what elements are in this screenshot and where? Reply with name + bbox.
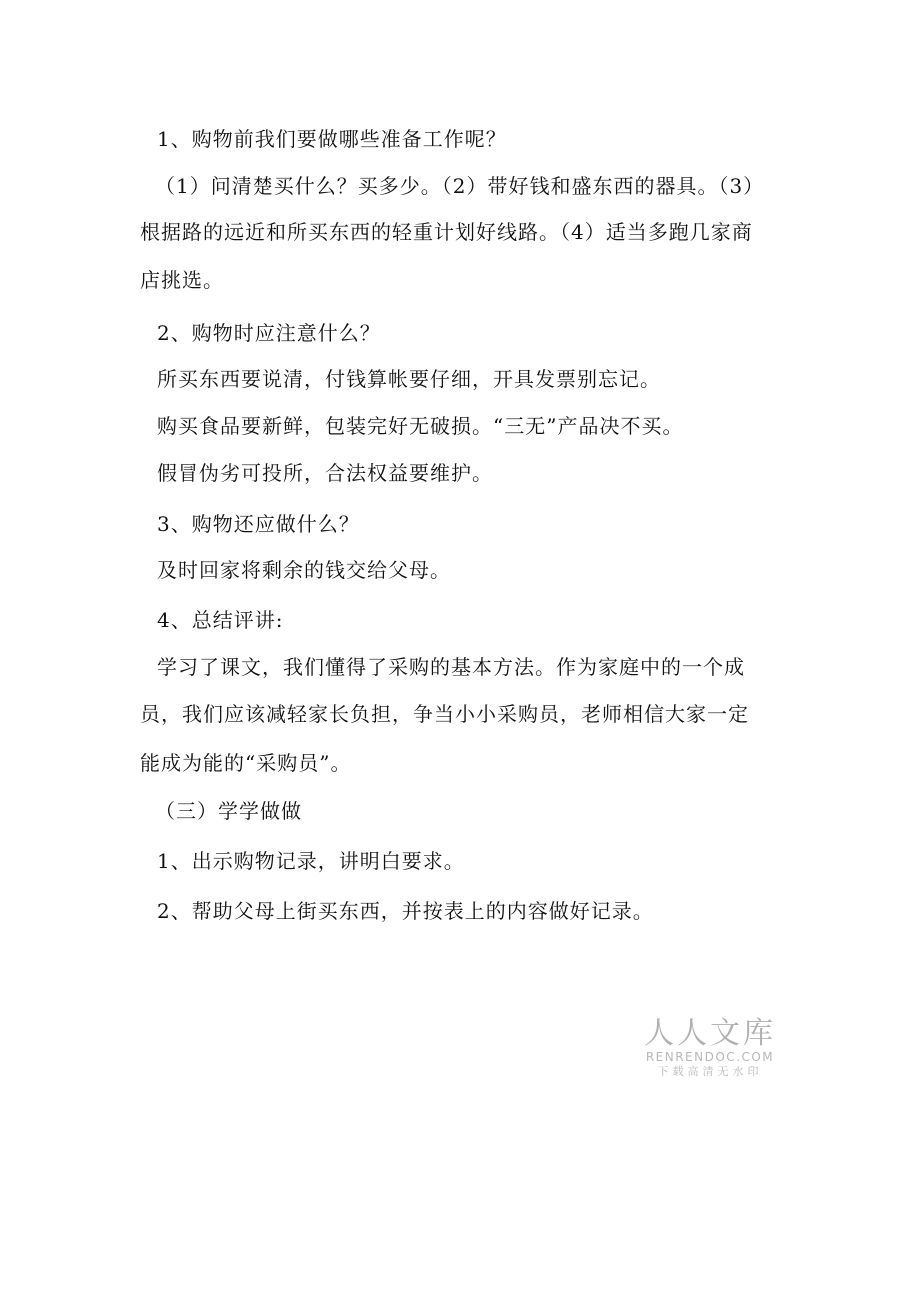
heading-2: 2、购物时应注意什么？ xyxy=(157,321,381,345)
watermark-logo xyxy=(640,1018,780,1079)
paragraph-line: 员，我们应该减轻家长负担，争当小小采购员，老师相信大家一定 xyxy=(140,702,749,726)
heading-3: 3、购物还应做什么？ xyxy=(157,512,360,536)
watermark-note: 下载高清无水印 xyxy=(657,1065,763,1078)
paragraph-line: 根据路的远近和所买东西的轻重计划好线路。（4）适当多跑几家商 xyxy=(140,220,753,244)
list-item: 2、帮助父母上街买东西，并按表上的内容做好记录。 xyxy=(157,899,654,923)
heading-4: 4、总结评讲: xyxy=(157,608,284,632)
paragraph-line: 店挑选。 xyxy=(140,268,224,292)
paragraph-line: （1）问清楚买什么？买多少。（2）带好钱和盛东西的器具。（3） xyxy=(155,174,765,198)
paragraph-line: 所买东西要说清，付钱算帐要仔细，开具发票别忘记。 xyxy=(157,367,661,391)
paragraph-line: 购买食品要新鲜，包装完好无破损。“三无”产品决不买。 xyxy=(157,414,684,438)
paragraph-line: 及时回家将剩余的钱交给父母。 xyxy=(157,558,451,582)
paragraph-line: 假冒伪劣可投所，合法权益要维护。 xyxy=(157,461,493,485)
heading-1: 1、购物前我们要做哪些准备工作呢？ xyxy=(157,127,507,151)
watermark-title: 人人文库 xyxy=(644,1016,776,1051)
paragraph-line: 学习了课文，我们懂得了采购的基本方法。作为家庭中的一个成 xyxy=(157,655,745,679)
paragraph-line: 能成为能的“采购员”。 xyxy=(140,751,352,775)
watermark-site: RENRENDOC.COM xyxy=(645,1050,775,1064)
section-heading: （三）学学做做 xyxy=(155,799,302,823)
list-item: 1、出示购物记录，讲明白要求。 xyxy=(157,849,465,873)
